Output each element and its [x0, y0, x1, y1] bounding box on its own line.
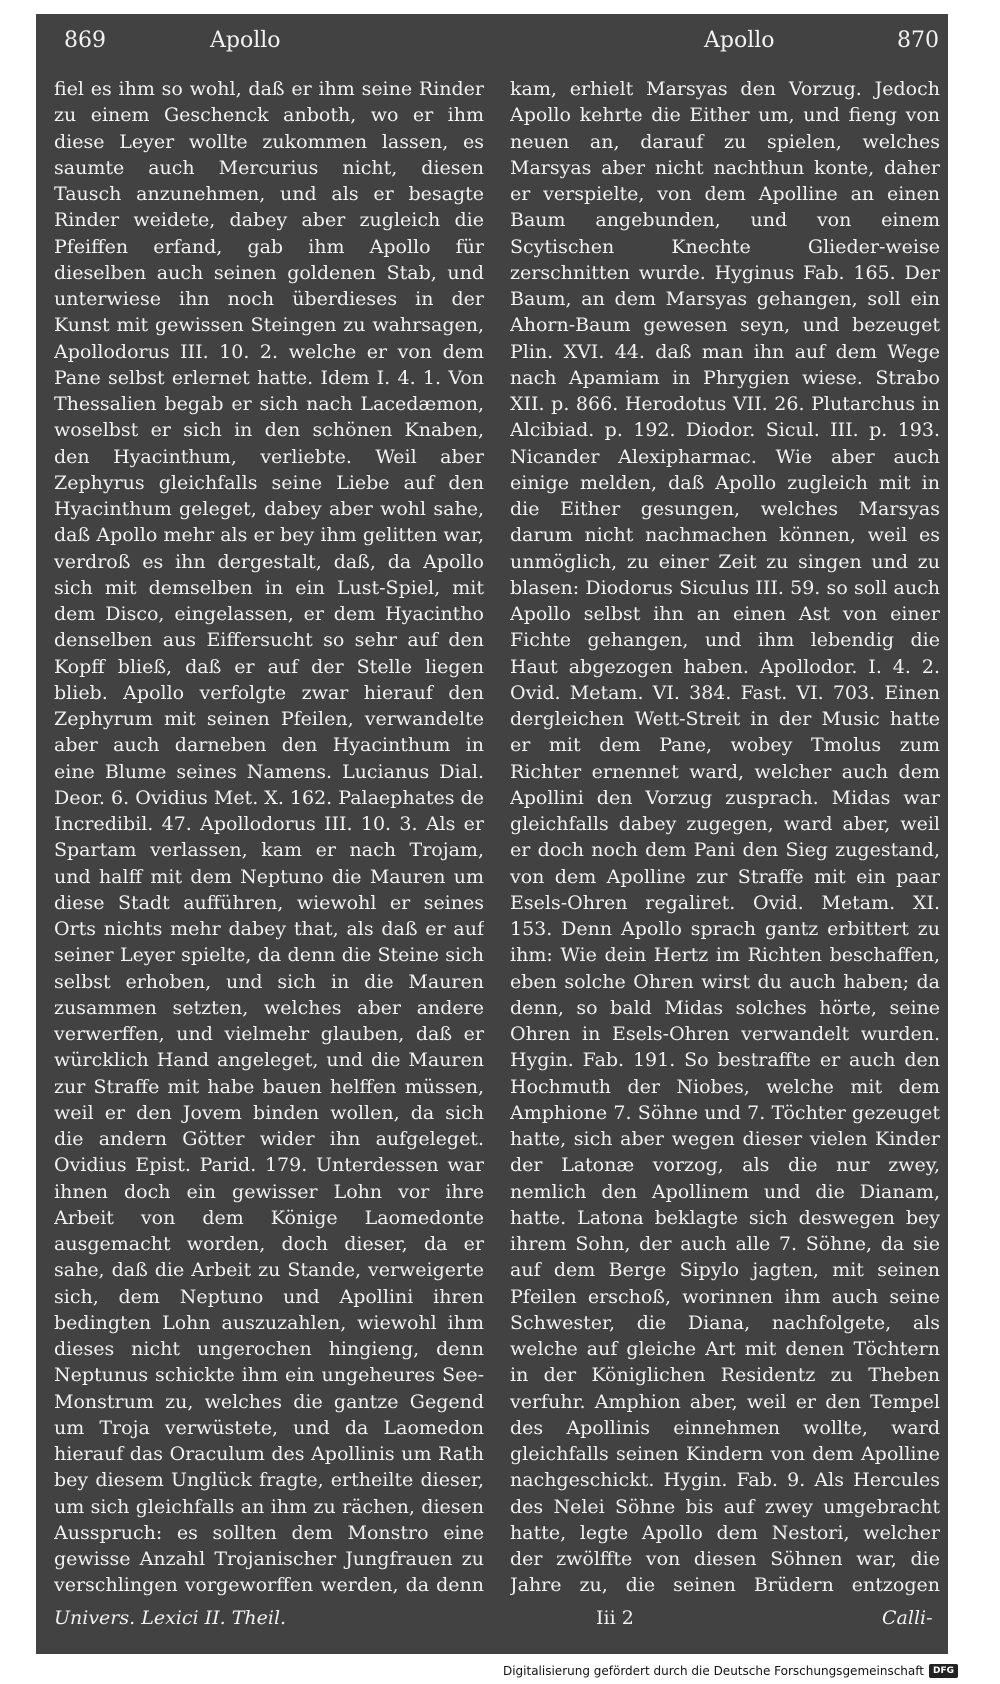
page-number-left: 869: [64, 28, 106, 53]
running-title-left: Apollo: [210, 28, 281, 53]
text-column-right: kam, erhielt Marsyas den Vorzug. Jedoch Apollo kehrte die Either um, und fieng von neuen an, darauf zu spielen, welches Marsyas aber nicht nachthun konte, daher er verspielte, von dem Apolline an einen Baum angebunden, und von einem Scytischen Knechte Glieder-weise zerschnitten wurde. Hyginus Fab. 165. Der Baum, an dem Marsyas gehangen, soll ein Ahorn-Baum gewesen seyn, und bezeuget Plin. XVI. 44. daß man ihn auf dem Wege nach Apamiam in Phrygien wiese. Strabo XII. p. 866. Herodotus VII. 26. Plutarchus in Alcibiad. p. 192. Diodor. Sicul. III. p. 193. Nicander Alexipharmac. Wie aber auch einige melden, daß Apollo zugleich mit in die Either gesungen, welches Marsyas darum nicht nachmachen können, weil es unmöglich, zu einer Zeit zu singen und zu blasen: Diodorus Siculus III. 59. so soll auch Apollo selbst ihn an einen Ast von einer Fichte gehangen, und ihm lebendig die Haut abgezogen haben. Apollodor. I. 4. 2. Ovid. Metam. VI. 384. Fast. VI. 703. Einen dergleichen Wett-Streit in der Music hatte er mit dem Pane, wobey Tmolus zum Richter ernennet ward, welcher auch dem Apollini den Vorzug zusprach. Midas war gleichfalls dabey zugegen, ward aber, weil er doch noch dem Pani den Sieg zugestand, von dem Apolline zur Straffe mit ein paar Esels-Ohren regaliret. Ovid. Metam. XI. 153. Denn Apollo sprach gantz erbittert zu ihm: Wie dein Hertz im Richten beschaffen, eben solche Ohren wirst du auch haben; da denn, so bald Midas solches hörte, seine Ohren in Esels-Ohren verwandelt wurden. Hygin. Fab. 191. So bestraffte er auch den Hochmuth der Niobes, welche mit dem Amphione 7. Söhne und 7. Töchter gezeuget hatte, sich aber wegen dieser vielen Kinder der Latonæ vorzog, als die nur zwey, nemlich den Apollinem und die Dianam, hatte. Latona beklagte sich deswegen bey ihrem Sohn, der auch alle 7. Söhne, da sie auf dem Berge Sipylo jagten, mit seinen Pfeilen erschoß, worinnen ihm auch seine Schwester, die Diana, nachfolgete, als welche auf gleiche Art mit denen Töchtern in der Königlichen Residentz zu Theben verfuhr. Amphion aber, weil er den Tempel des Apollinis einnehmen wollte, ward gleichfalls seinen Kindern von dem Apolline nachgeschickt. Hygin. Fab. 9. Als Hercules des Nelei Söhne bis auf zwey umgebracht hatte, legte Apollo dem Nestori, welcher der zwölffte von diesen Söhnen war, die Jahre zu, die seinen Brüdern entzogen: [510, 78, 940, 1596]
credit-text: Digitalisierung gefördert durch die Deutsche Forschungsgemeinschaft: [502, 1664, 924, 1678]
footer-catchword: Calli-: [882, 1607, 933, 1629]
text-column-left: fiel es ihm so wohl, daß er ihm seine Rinder zu einem Geschenck anboth, wo er ihm diese Leyer wollte zukommen lassen, es saumte auch Mercurius nicht, diesen Tausch anzunehmen, und als er besagte Rinder weidete, dabey aber zugleich die Pfeiffen erfand, gab ihm Apollo für dieselben auch seinen goldenen Stab, und unterwiese ihn noch überdieses in der Kunst mit gewissen Steingen zu wahrsagen, Apollodorus III. 10. 2. welche er von dem Pane selbst erlernet hatte. Idem I. 4. 1. Von Thessalien begab er sich nach Lacedæmon, woselbst er sich in den schönen Knaben, den Hyacinthum, verliebte. Weil aber Zephyrus gleichfalls seine Liebe auf den Hyacinthum geleget, dabey aber wohl sahe, daß Apollo mehr als er bey ihm gelitten war, verdroß es ihn dergestalt, daß, da Apollo sich mit demselben in ein Lust-Spiel, mit dem Disco, eingelassen, er dem Hyacintho denselben aus Eiffersucht so sehr auf den Kopff bließ, daß er auf der Stelle liegen blieb. Apollo verfolgte zwar hierauf den Zephyrum mit seinen Pfeilen, verwandelte aber auch darneben den Hyacinthum in eine Blume seines Namens. Lucianus Dial. Deor. 6. Ovidius Met. X. 162. Palaephates de Incredibil. 47. Apollodorus III. 10. 3. Als er Spartam verlassen, kam er nach Trojam, und halff mit dem Neptuno die Mauren um diese Stadt aufführen, wiewohl er seines Orts nichts mehr dabey that, als daß er auf seiner Leyer spielte, da denn die Steine sich selbst erhoben, und sich in die Mauren zusammen setzten, welches aber andere verwerffen, und vielmehr glauben, daß er würcklich Hand angeleget, und die Mauren zur Straffe mit habe bauen helffen müssen, weil er den Jovem binden wollen, da sich die andern Götter wider ihn aufgeleget. Ovidius Epist. Parid. 179. Unterdessen war ihnen doch ein gewisser Lohn vor ihre Arbeit von dem Könige Laomedonte ausgemacht worden, doch dieser, da er sahe, daß die Arbeit zu Stande, verweigerte sich, dem Neptuno und Apollini ihren bedingten Lohn auszuzahlen, wiewohl ihm dieses nicht ungerochen hingieng, denn Neptunus schickte ihm ein ungeheures See-Monstrum zu, welches die gantze Gegend um Troja verwüstete, und da Laomedon hierauf das Oraculum des Apollinis um Rath bey diesem Unglück fragte, ertheilte dieser, um sich gleichfalls an ihm zu rächen, diesen Ausspruch: es sollten dem Monstro eine gewisse Anzahl Trojanischer Jungfrauen zu verschlingen vorgeworffen werden, da denn: [54, 78, 484, 1596]
page-number-right: 870: [897, 28, 939, 53]
dfg-logo-icon: DFG: [929, 1664, 958, 1678]
scanned-page: [36, 14, 948, 1654]
running-title-right: Apollo: [704, 28, 775, 53]
footer-signature-mark: Iii 2: [596, 1607, 634, 1629]
digitization-credit: [503, 1664, 958, 1678]
footer-signature-left: Univers. Lexici II. Theil.: [54, 1607, 287, 1629]
